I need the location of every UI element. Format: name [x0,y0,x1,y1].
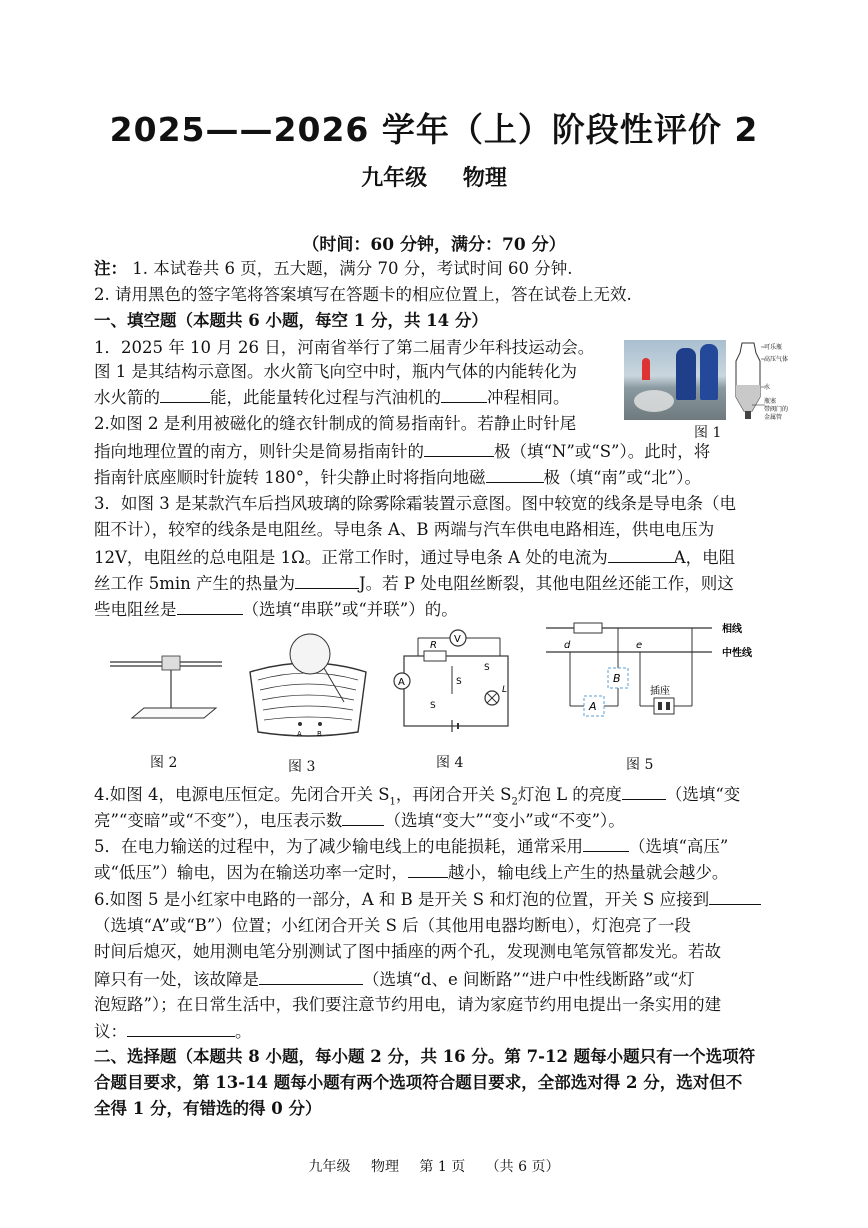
q4-text-c: 灯泡 L 的亮度 [517,785,622,804]
stopper-shape [745,411,751,419]
resistor-symbol [424,651,446,661]
answer-blank[interactable] [295,573,359,589]
fig1-label: 水 [764,384,771,391]
q5-line-1 [94,836,728,857]
note-line-2: 2. 请用黑色的签字笔将答案填写在答题卡的相应位置上，答在试卷上无效. [94,285,632,304]
q6-line-1 [94,889,761,910]
fig4-label: A [398,677,405,688]
answer-blank[interactable] [709,889,761,905]
q2-text-d: 极（填“南”或“北”）。 [543,468,701,487]
fig2-caption: 图 2 [150,755,178,771]
q3-line-5 [94,599,458,620]
section2-heading-line-3: 全得 1 分，有错选的得 0 分） [94,1099,322,1118]
q3-line-4 [94,573,734,594]
answer-blank[interactable] [408,862,448,878]
q1-text-b: 能，此能量转化过程与汽油机的 [210,388,441,407]
note-text-1: 1. 本试卷共 6 页，五大题，满分 70 分，考试时间 60 分钟. [132,259,573,278]
fuse-symbol [574,623,602,633]
q4-line-1: 4.如图 4，电源电压恒定。先闭合开关 $S_1$，再闭合开关 $S_2$灯泡 L 的亮度 （选填“变 [94,785,741,808]
answer-blank[interactable] [177,599,243,615]
fig4-label: L [502,685,508,695]
fig5-label: A [589,700,597,713]
q3-text-b: A，电阻 [673,548,736,567]
answer-blank[interactable] [441,387,487,403]
q4-text-d: （选填“变 [665,785,741,804]
q2-text-c: 指南针底座顺时针旋转 180°，针尖静止时将指向地磁 [94,468,486,487]
note-label: 注： [94,259,127,278]
figure-3-defroster [240,632,376,742]
fig3-label: B [317,730,322,738]
q3-text-e: 些电阻丝是 [94,600,177,619]
q4-text-e: 亮”“变暗”或“不变”），电压表示数 [94,811,343,830]
answer-blank[interactable] [342,810,384,826]
fig1-label: 金属管 [764,414,783,421]
q2-text-b: 极（填“N”或“S”）。此时，将 [494,442,711,461]
q2-line-1: 2.如图 2 是利用被磁化的缝衣针制成的简易指南针。若静止时针尾 [94,414,577,433]
section2-heading-line-1: 二、选择题（本题共 8 小题，每小题 2 分，共 16 分。第 7-12 题每小题只有一个选项符 [94,1047,756,1066]
q6-line-2: （选填“A”或“B”）位置；小红闭合开关 S 后（其他用电器均断电），灯泡亮了一段 [94,916,691,935]
fig5-caption: 图 5 [626,757,654,773]
q1-line-1: 1．2025 年 10 月 26 日，河南省举行了第二届青少年科技运动会。 [94,338,595,357]
fig4-label: S [484,663,490,673]
subject-label: 物理 [462,166,507,191]
grade-label: 九年级 [361,166,428,191]
fig1-label: 瓶塞 [764,398,777,405]
fig1-label: 带阀门的 [764,406,789,413]
q4-text-b: ，再闭合开关 S [395,785,512,804]
answer-blank[interactable] [259,969,363,985]
q4-line-2 [94,810,625,831]
q3-text-d: J。若 P 处电阻丝断裂，其他电阻丝还能工作，则这 [359,574,734,593]
fig5-label: 相线 [722,624,742,635]
answer-blank[interactable] [608,547,674,563]
q4-text-a: 4.如图 4，电源电压恒定。先闭合开关 S [94,785,390,804]
figure-4-circuit [388,626,518,736]
q3-text-c: 丝工作 5min 产生的热量为 [94,574,296,593]
socket-symbol [654,698,674,714]
q3-text-f: （选填“串联”或“并联”）的。 [242,600,458,619]
q5-text-d: 越小，输电线上产生的热量就会越少。 [447,863,729,882]
q6-line-5: 泡短路”）；在日常生活中，我们要注意节约用电，请为家庭节约用电提出一条实用的建 [94,995,722,1014]
water-fill [736,385,760,411]
answer-blank[interactable] [160,387,210,403]
q1-line-2: 图 1 是其结构示意图。水火箭飞向空中时，瓶内气体的内能转化为 [94,362,577,381]
q2-line-3 [94,467,701,488]
figure-2-compass [104,648,228,728]
footer-page: 第 1 页 [419,1159,466,1175]
fig3-label: A [297,730,302,738]
q6-text-c: （选填“d、e 间断路”“进户中性线断路”或“灯 [363,970,695,989]
fig4-caption: 图 4 [436,755,464,771]
page-footer [0,1156,868,1176]
section1-heading: 一、填空题（本题共 6 小题，每空 1 分，共 14 分） [94,311,488,330]
q6-line-3: 时间后熄灭，她用测电笔分别测试了图中插座的两个孔，发现测电笔氖管都发光。若故 [94,942,721,961]
fig4-label: R [430,640,437,651]
fig4-label: S [456,677,462,687]
base-shape [132,708,216,718]
q5-text-b: （选填“高压” [629,837,729,856]
fig5-label: e [636,640,643,651]
figure-5-household-circuit [540,618,776,726]
footer-subject: 物理 [370,1159,399,1175]
q5-text-a: 5．在电力输送的过程中，为了减少输电线上的电能损耗，通常采用 [94,837,583,856]
fig5-label: 中性线 [722,648,752,659]
fig3-caption: 图 3 [288,759,316,775]
fig5-label: B [613,672,621,685]
answer-blank[interactable] [583,836,629,852]
q6-text-a: 6.如图 5 是小红家中电路的一部分，A 和 B 是开关 S 和灯泡的位置，开关 S 应接到 [94,890,710,909]
answer-blank[interactable] [622,784,666,800]
q1-line-3 [94,387,570,408]
q5-line-2 [94,862,728,883]
q1-text-a: 水火箭的 [94,388,160,407]
fig1-label: 可乐瓶 [764,344,783,351]
q6-text-d: 议： [94,1022,127,1041]
rocket-diagram [624,335,789,425]
answer-blank[interactable] [424,441,494,457]
exam-subtitle [0,161,868,192]
q5-text-c: 或“低压”）输电，因为在输送功率一定时， [94,863,408,882]
answer-blank[interactable] [127,1021,235,1037]
answer-blank[interactable] [486,467,544,483]
footer-total: （共 6 页） [485,1159,560,1175]
q4-text-f: （选填“变大”“变小”或“不变”）。 [384,811,625,830]
q2-text-a: 指向地理位置的南方，则针尖是简易指南针的 [94,442,424,461]
q3-text-a: 12V，电阻丝的总电阻是 1Ω。正常工作时，通过导电条 A 处的电流为 [94,548,608,567]
q6-text-e: 。 [235,1022,252,1041]
q6-text-b: 障只有一处，该故障是 [94,970,259,989]
figure-1 [624,335,789,425]
q3-line-3 [94,547,735,568]
exam-title: 2025——2026 学年（上）阶段性评价 2 [109,110,759,149]
fig5-label: d [564,640,571,651]
fig1-caption: 图 1 [694,425,722,441]
q1-text-c: 冲程相同。 [487,388,570,407]
q3-line-2: 阻不计），较窄的线条是电阻丝。导电条 A、B 两端与汽车供电电路相连，供电电压为 [94,520,715,539]
footer-grade: 九年级 [308,1159,351,1175]
note-line-1 [94,259,572,279]
fig1-label: 高压气体 [764,356,789,363]
fig4-label: V [454,634,461,645]
fig5-label: 插座 [650,686,670,697]
fig4-label: S [430,701,436,711]
time-info: （时间：60 分钟，满分：70 分） [302,235,566,255]
q2-line-2 [94,441,710,462]
q6-line-6 [94,1021,252,1042]
section2-heading-line-2: 合题目要求，第 13-14 题每小题有两个选项符合题目要求，全部选对得 2 分，选对但不 [94,1073,743,1092]
q6-line-4 [94,969,695,990]
q3-line-1: 3．如图 3 是某款汽车后挡风玻璃的除雾除霜装置示意图。图中较宽的线条是导电条（电 [94,494,736,513]
